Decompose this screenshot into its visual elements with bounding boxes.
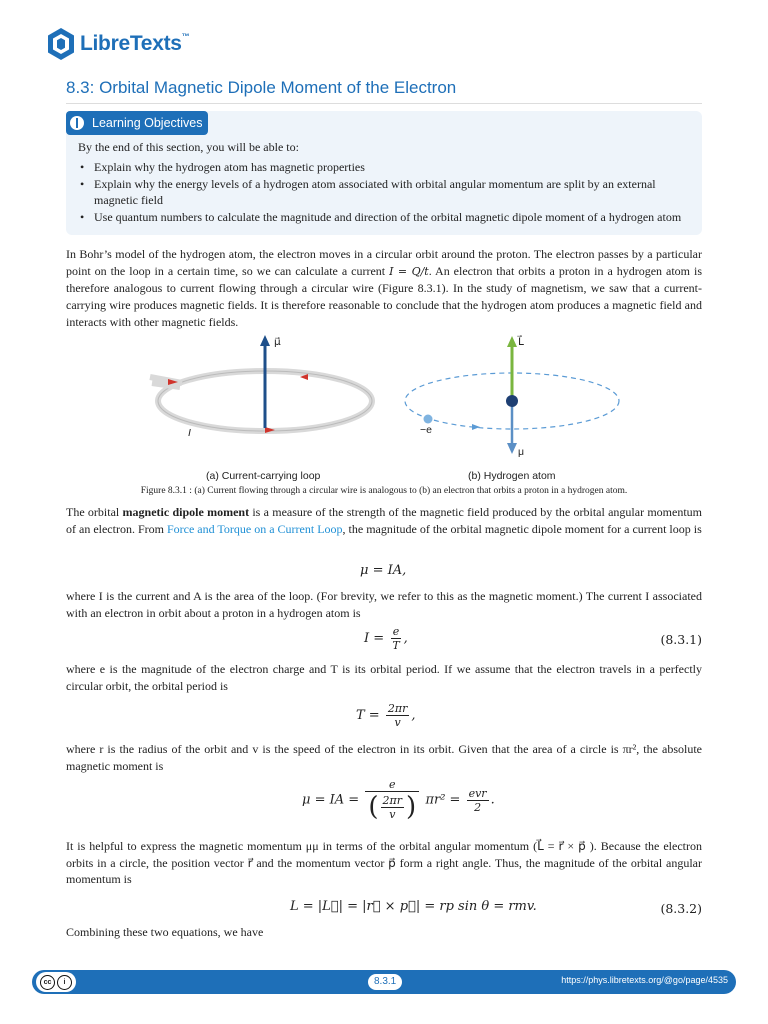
learning-objectives-intro: By the end of this section, you will be able to:	[78, 140, 299, 154]
learning-objectives-list	[78, 159, 688, 226]
list-item: • Explain why the hydrogen atom has magnetic properties	[78, 159, 688, 175]
denominator: v	[394, 716, 401, 729]
equation-number: (8.3.1)	[660, 632, 702, 647]
page-number-badge: 8.3.1	[368, 974, 402, 990]
text: In Bohr’s model of the hydrogen atom, the electron moves in a circular orbit around the proton. The electron passes by a particular point on the loop in a certain time, so we can calculate a current	[66, 247, 702, 278]
numerator: e	[365, 778, 419, 792]
figure-caption: Figure 8.3.1 : (a) Current flowing through a circular wire is analogous to (b) an electron that orbits a proton in a hydrogen atom.	[140, 486, 628, 496]
inline-equation: I = Q/t	[389, 264, 429, 278]
equation-angular-momentum: L = |L⃗| = |r⃗ × p⃗| = rp sin θ = rmv.	[290, 899, 537, 914]
libretexts-logo-icon[interactable]	[46, 27, 76, 61]
numerator: 2πr	[382, 793, 403, 807]
fraction	[467, 787, 489, 814]
paragraph-combining: Combining these two equations, we have	[66, 925, 264, 939]
eq-tail: .	[490, 792, 495, 808]
eq-lhs: T =	[356, 708, 380, 723]
logo-trademark: ™	[181, 32, 190, 41]
numerator: 2πr	[387, 702, 408, 715]
paragraph-radius: where r is the radius of the orbit and v is the speed of the electron in its orbit. Given that the area of a circle is πr², the absolute magnetic moment is	[66, 742, 702, 773]
paragraph-period: where e is the magnitude of the electron charge and T is its orbital period. If we assume that the electron travels in a perfectly circular orbit, the orbital period is	[66, 662, 702, 693]
paragraph-dipole-moment	[66, 504, 702, 537]
fraction	[390, 625, 401, 652]
bold-term: magnetic dipole moment	[122, 505, 250, 519]
figure-current-loop-hydrogen	[140, 333, 640, 481]
denominator: ( $\frac{2\pi r}{v}$ )	[368, 792, 417, 822]
cc-icon: cc	[40, 975, 55, 990]
inner-fraction	[381, 794, 405, 821]
logo-text[interactable]	[80, 32, 189, 56]
numerator: evr	[468, 786, 487, 800]
figure-reference[interactable]: 8.3.1	[417, 281, 442, 296]
denominator: T	[392, 639, 400, 652]
cc-license-badge[interactable]	[36, 972, 76, 992]
text: ). In the study of magnetism, we saw that a current-carrying wire produces magnetic fields. It is therefore reasonable to conclude that the hydrogen atom produces a magnetic field and interacts with other magnetic fields.	[66, 281, 702, 329]
equation-number: (8.3.2)	[660, 901, 702, 916]
L-vector-label: L⃗	[518, 336, 524, 348]
equation-mu-ia: μ = IA,	[360, 563, 407, 578]
eq-lhs: μ = IA =	[302, 792, 360, 808]
mu-label-hydrogen: μ	[518, 446, 525, 458]
numerator: e	[392, 625, 400, 638]
equation-current	[364, 625, 408, 652]
page-url-link[interactable]: https://phys.libretexts.org/@go/page/4535	[561, 975, 728, 985]
page-title: 8.3: Orbital Magnetic Dipole Moment of the Electron	[66, 78, 702, 104]
current-label: I	[188, 427, 191, 439]
paragraph-current: where I is the current and A is the area of the loop. (For brevity, we refer to this as the magnetic moment.) The current I associated with an electron in orbit about a proton in a hydrogen atom is	[66, 589, 702, 620]
equation-magnetic-moment	[302, 778, 495, 822]
denominator: 2	[474, 800, 482, 814]
learning-objectives-label: Learning Objectives	[92, 116, 203, 130]
page-footer	[32, 970, 736, 994]
text: , the magnitude of the orbital magnetic dipole moment for a current loop is	[342, 521, 702, 536]
electron-label: −e	[420, 424, 432, 436]
text: The orbital	[66, 505, 123, 519]
fraction	[386, 702, 410, 729]
eq-tail: ,	[411, 708, 416, 723]
caption-b: (b) Hydrogen atom	[468, 470, 556, 482]
info-icon	[70, 116, 84, 130]
paragraph-angular-momentum: It is helpful to express the magnetic momentum μμ in terms of the orbital angular momentum (L⃗ = r⃗ × p⃗ ). Because the electron orbits in a circle, the position vector r⃗ and the momentum vector p⃗ form a right angle. Thus, the magnitude of the orbital angular momentum is	[66, 839, 702, 887]
caption-a: (a) Current-carrying loop	[206, 470, 321, 482]
text: is a measure of the strength of the magnetic field produced by the orbital angular momentum of an electron. From	[66, 505, 703, 536]
learning-objectives-box	[66, 111, 702, 235]
eq-tail: ,	[403, 631, 408, 646]
mu-vector-label: μ⃗	[274, 336, 281, 348]
learning-objectives-tab	[66, 111, 208, 135]
logo-wordmark: LibreTexts	[80, 32, 182, 55]
attribution-icon: i	[57, 975, 72, 990]
list-item: • Use quantum numbers to calculate the magnitude and direction of the orbital magnetic dipole moment of a hydrogen atom	[78, 209, 688, 225]
eq-mid: πr² =	[425, 792, 461, 808]
list-item: • Explain why the energy levels of a hydrogen atom associated with orbital angular momentum are split by an external magnetic field	[78, 176, 688, 208]
text: . An electron that orbits a proton in a hydrogen atom is therefore analogous to current flowing through a circular wire (Figure	[66, 263, 702, 296]
force-torque-link[interactable]: Force and Torque on a Current Loop	[166, 521, 343, 536]
paragraph-bohr-model	[66, 246, 702, 331]
equation-period	[356, 702, 415, 729]
fraction	[365, 778, 419, 822]
denominator: v	[389, 807, 396, 821]
site-header	[46, 26, 189, 62]
eq-lhs: I =	[364, 631, 385, 646]
